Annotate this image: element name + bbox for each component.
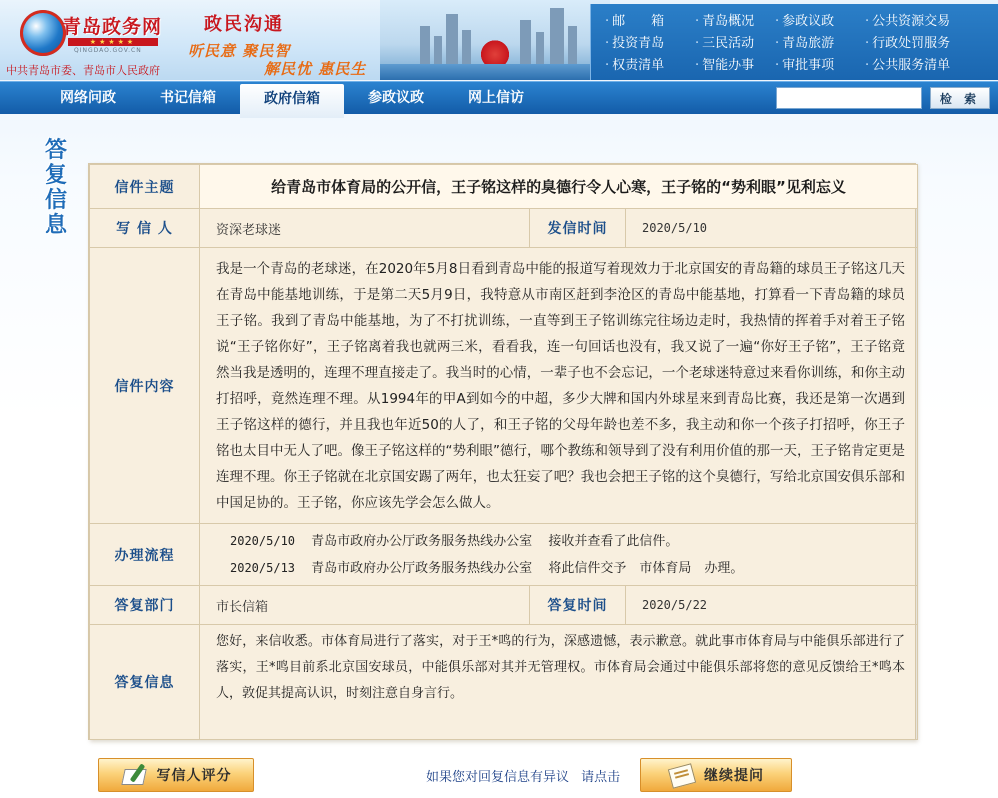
reply-time-label: 答复时间: [530, 586, 626, 625]
content-label: 信件内容: [90, 248, 200, 524]
tab-secretary-mailbox[interactable]: 书记信箱: [160, 90, 216, 106]
process-step: [200, 555, 917, 582]
quick-link-mail[interactable]: · 邮 箱: [605, 10, 695, 29]
letter-table: [89, 164, 918, 740]
may-wind-sculpture-icon: [480, 34, 510, 68]
quick-link-approval[interactable]: · 审批事项: [775, 54, 865, 73]
logo-domain: QINGDAO.GOV.CN: [74, 47, 142, 54]
side-section-title: 答 复 信 息: [44, 138, 67, 238]
quick-links-panel: [590, 4, 998, 80]
slogan-line-2: 解民忧 惠民生: [264, 60, 367, 78]
quick-link-public-service[interactable]: · 公共服务清单: [865, 54, 985, 73]
quick-link-smart-service[interactable]: · 智能办事: [695, 54, 775, 73]
process-list: [200, 524, 918, 586]
writer-name: 资深老球迷: [200, 209, 530, 248]
sent-time: 2020/5/10: [626, 209, 918, 248]
open-book-icon: [668, 763, 696, 787]
reply-time: 2020/5/22: [626, 586, 918, 625]
continue-button-label: 继续提问: [704, 768, 764, 784]
dept-label: 答复部门: [90, 586, 200, 625]
reply-row: [90, 625, 918, 740]
slogan-main: 政民沟通: [204, 14, 284, 35]
tab-online-petition[interactable]: 网上信访: [468, 90, 524, 106]
writer-row: [90, 209, 918, 248]
objection-text: 如果您对回复信息有异议: [426, 770, 570, 785]
logo-stars-icon: ★★★★★: [68, 38, 158, 46]
letter-subject: 给青岛市体育局的公开信，王子铭这样的臭德行令人心寒，王子铭的“势利眼”见利忘义: [200, 165, 918, 209]
quick-link-penalty[interactable]: · 行政处罚服务: [865, 32, 985, 51]
quick-link-sanmin[interactable]: · 三民活动: [695, 32, 775, 51]
process-action: 接收并查看了此信件。: [548, 533, 679, 549]
site-logo[interactable]: [6, 4, 176, 78]
writer-label: 写 信 人: [90, 209, 200, 248]
tab-politics[interactable]: 参政议政: [368, 90, 424, 106]
process-row: [90, 524, 918, 586]
click-here-link[interactable]: 请点击: [581, 770, 621, 785]
continue-question-button[interactable]: [640, 758, 792, 792]
quick-link-tourism[interactable]: · 青岛旅游: [775, 32, 865, 51]
letter-content: 我是一个青岛的老球迷，在2020年5月8日看到青岛中能的报道写着现效力于北京国安的青岛籍的球员王子铭这几天在青岛中能基地训练，于是第二天5月9日，我特意从市南区赶到李沧区的青岛中能基地，打算看一下青岛籍的球员王子铭。我到了青岛中能基地，为了不打扰训练，一直等到王子铭训练完往场边走时，我热情的挥着手对着王子铭说“王子铭你好”，王子铭离着我也就两三米，看看我，连一句回话也没有，我又说了一遍“你好王子铭”，王子铭竟然当我是透明的，连理不理直接走了。我当时的心情，一辈子也不会忘记，一个老球迷特意过来看你训练，和你主动打招呼，竟然连理不理。从1994年的甲A到如今的中超，多少大牌和国内外球星来到青岛比赛，我还是第一次遇到王子铭这样的德行，并且我也年近50的人了，和王子铭的父母年龄也差不多，我主动和你一个孩子打招呼，你王子铭也太目中无人了吧。像王子铭这样的“势利眼”德行，哪个教练和领导到了没有利用价值的那一天，王子铭肯定更是连理不理。你王子铭就在北京国安踢了两年，也太狂妄了吧？我也会把王子铭的这个臭德行，写给北京国安俱乐部和中国足协的。王子铭，你应该先学会怎么做人。: [200, 248, 918, 524]
reply-content: 您好，来信收悉。市体育局进行了落实，对于王*鸣的行为，深感遗憾，表示歉意。就此事市体育局与中能俱乐部进行了落实，王*鸣目前系北京国安球员，中能俱乐部对其并无管理权。市体育局会通过中能俱乐部将您的意见反馈给王*鸣本人，敦促其提高认识，时刻注意自身言行。: [200, 625, 918, 740]
logo-title: 青岛政务网: [62, 16, 163, 38]
content-row: [90, 248, 918, 524]
nav-tabs: [40, 82, 548, 115]
process-office: 青岛市政府办公厅政务服务热线办公室: [311, 560, 533, 576]
quick-link-powers[interactable]: · 权责清单: [605, 54, 695, 73]
process-date: 2020/5/13: [230, 560, 296, 575]
process-action: 将此信件交予 市体育局 办理。: [548, 560, 744, 576]
process-office: 青岛市政府办公厅政务服务热线办公室: [311, 533, 533, 549]
reply-label: 答复信息: [90, 625, 200, 740]
pen-paper-icon: [121, 763, 149, 787]
quick-link-overview[interactable]: · 青岛概况: [695, 10, 775, 29]
subject-label: 信件主题: [90, 165, 200, 209]
dept-row: [90, 586, 918, 625]
process-label: 办理流程: [90, 524, 200, 586]
city-skyline-image: [380, 0, 610, 80]
slogan-line-1: 听民意 聚民智: [188, 42, 291, 60]
process-date: 2020/5/10: [230, 533, 296, 548]
tab-online-inquiry[interactable]: 网络问政: [60, 90, 116, 106]
letter-detail-panel: [88, 163, 916, 740]
search-button[interactable]: 检 索: [930, 87, 990, 109]
globe-logo-icon: [20, 10, 66, 56]
quick-link-resources[interactable]: · 公共资源交易: [865, 10, 985, 29]
rate-writer-button[interactable]: [98, 758, 254, 792]
logo-subtitle: 中共青岛市委、青岛市人民政府: [6, 64, 160, 77]
rate-button-label: 写信人评分: [156, 768, 232, 784]
tab-government-mailbox[interactable]: 政府信箱: [240, 84, 344, 118]
reply-dept: 市长信箱: [200, 586, 530, 625]
quick-link-politics[interactable]: · 参政议政: [775, 10, 865, 29]
sent-time-label: 发信时间: [530, 209, 626, 248]
quick-link-invest[interactable]: · 投资青岛: [605, 32, 695, 51]
main-nav: [0, 81, 998, 114]
subject-row: [90, 165, 918, 209]
objection-prompt: [426, 766, 620, 785]
site-header: [0, 0, 998, 80]
search-input[interactable]: [776, 87, 922, 109]
process-step: [200, 528, 917, 555]
